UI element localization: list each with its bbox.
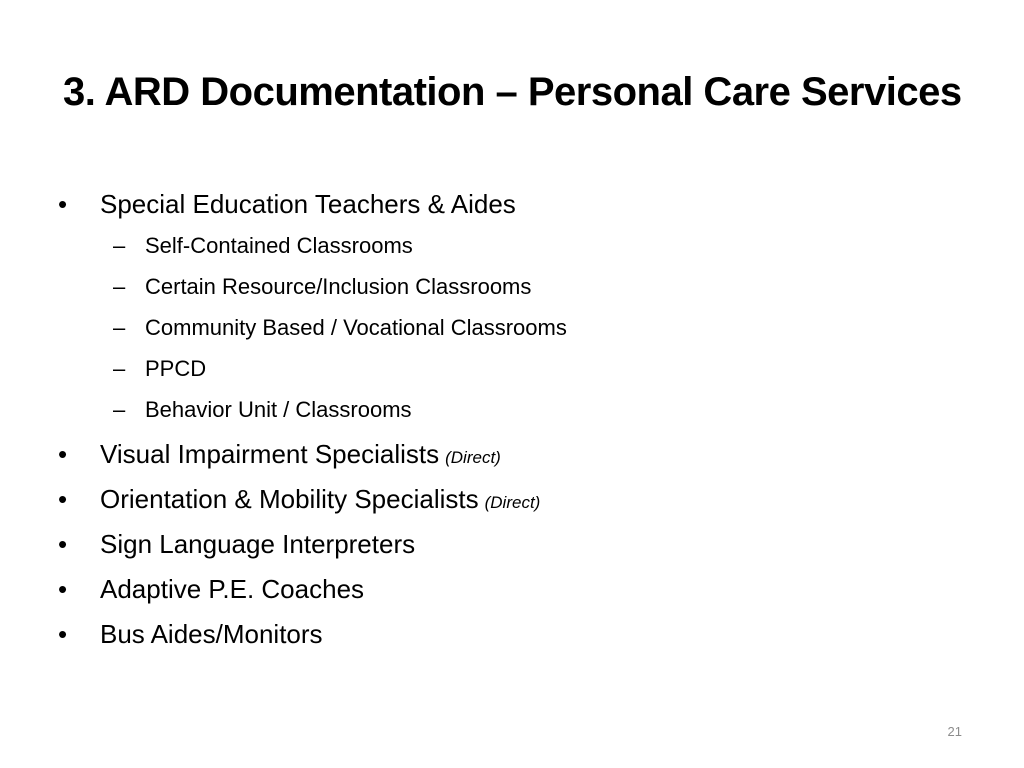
page-number: 21	[947, 724, 962, 739]
slide-title: 3. ARD Documentation – Personal Care Services	[63, 70, 962, 114]
sub-item-text: Behavior Unit / Classrooms	[145, 397, 412, 422]
bullet-icon: •	[58, 619, 68, 649]
bullet-qualifier: (Direct)	[484, 493, 541, 512]
bullet-text: Orientation & Mobility Specialists	[100, 484, 479, 514]
bullet-icon: •	[58, 529, 68, 559]
bullet-qualifier: (Direct)	[445, 448, 501, 467]
bullet-text: Special Education Teachers & Aides	[100, 189, 516, 219]
bullet-icon: •	[58, 484, 68, 514]
sub-item-text: Certain Resource/Inclusion Classrooms	[145, 274, 532, 299]
bullet-text: Bus Aides/Monitors	[100, 619, 323, 649]
bullet-text: Adaptive P.E. Coaches	[100, 574, 365, 604]
dash-icon: –	[113, 274, 126, 299]
bullet-icon: •	[58, 439, 68, 469]
dash-icon: –	[113, 356, 126, 381]
dash-icon: –	[113, 397, 126, 422]
bullet-icon: •	[58, 189, 68, 219]
sub-item-text: Self-Contained Classrooms	[145, 233, 413, 258]
bullet-icon: •	[58, 574, 68, 604]
bullet-text: Visual Impairment Specialists	[100, 439, 440, 469]
dash-icon: –	[113, 315, 126, 340]
sub-item-text: Community Based / Vocational Classrooms	[145, 315, 567, 340]
dash-icon: –	[113, 233, 126, 258]
bullet-text: Sign Language Interpreters	[100, 529, 416, 559]
sub-item-text: PPCD	[145, 356, 207, 381]
